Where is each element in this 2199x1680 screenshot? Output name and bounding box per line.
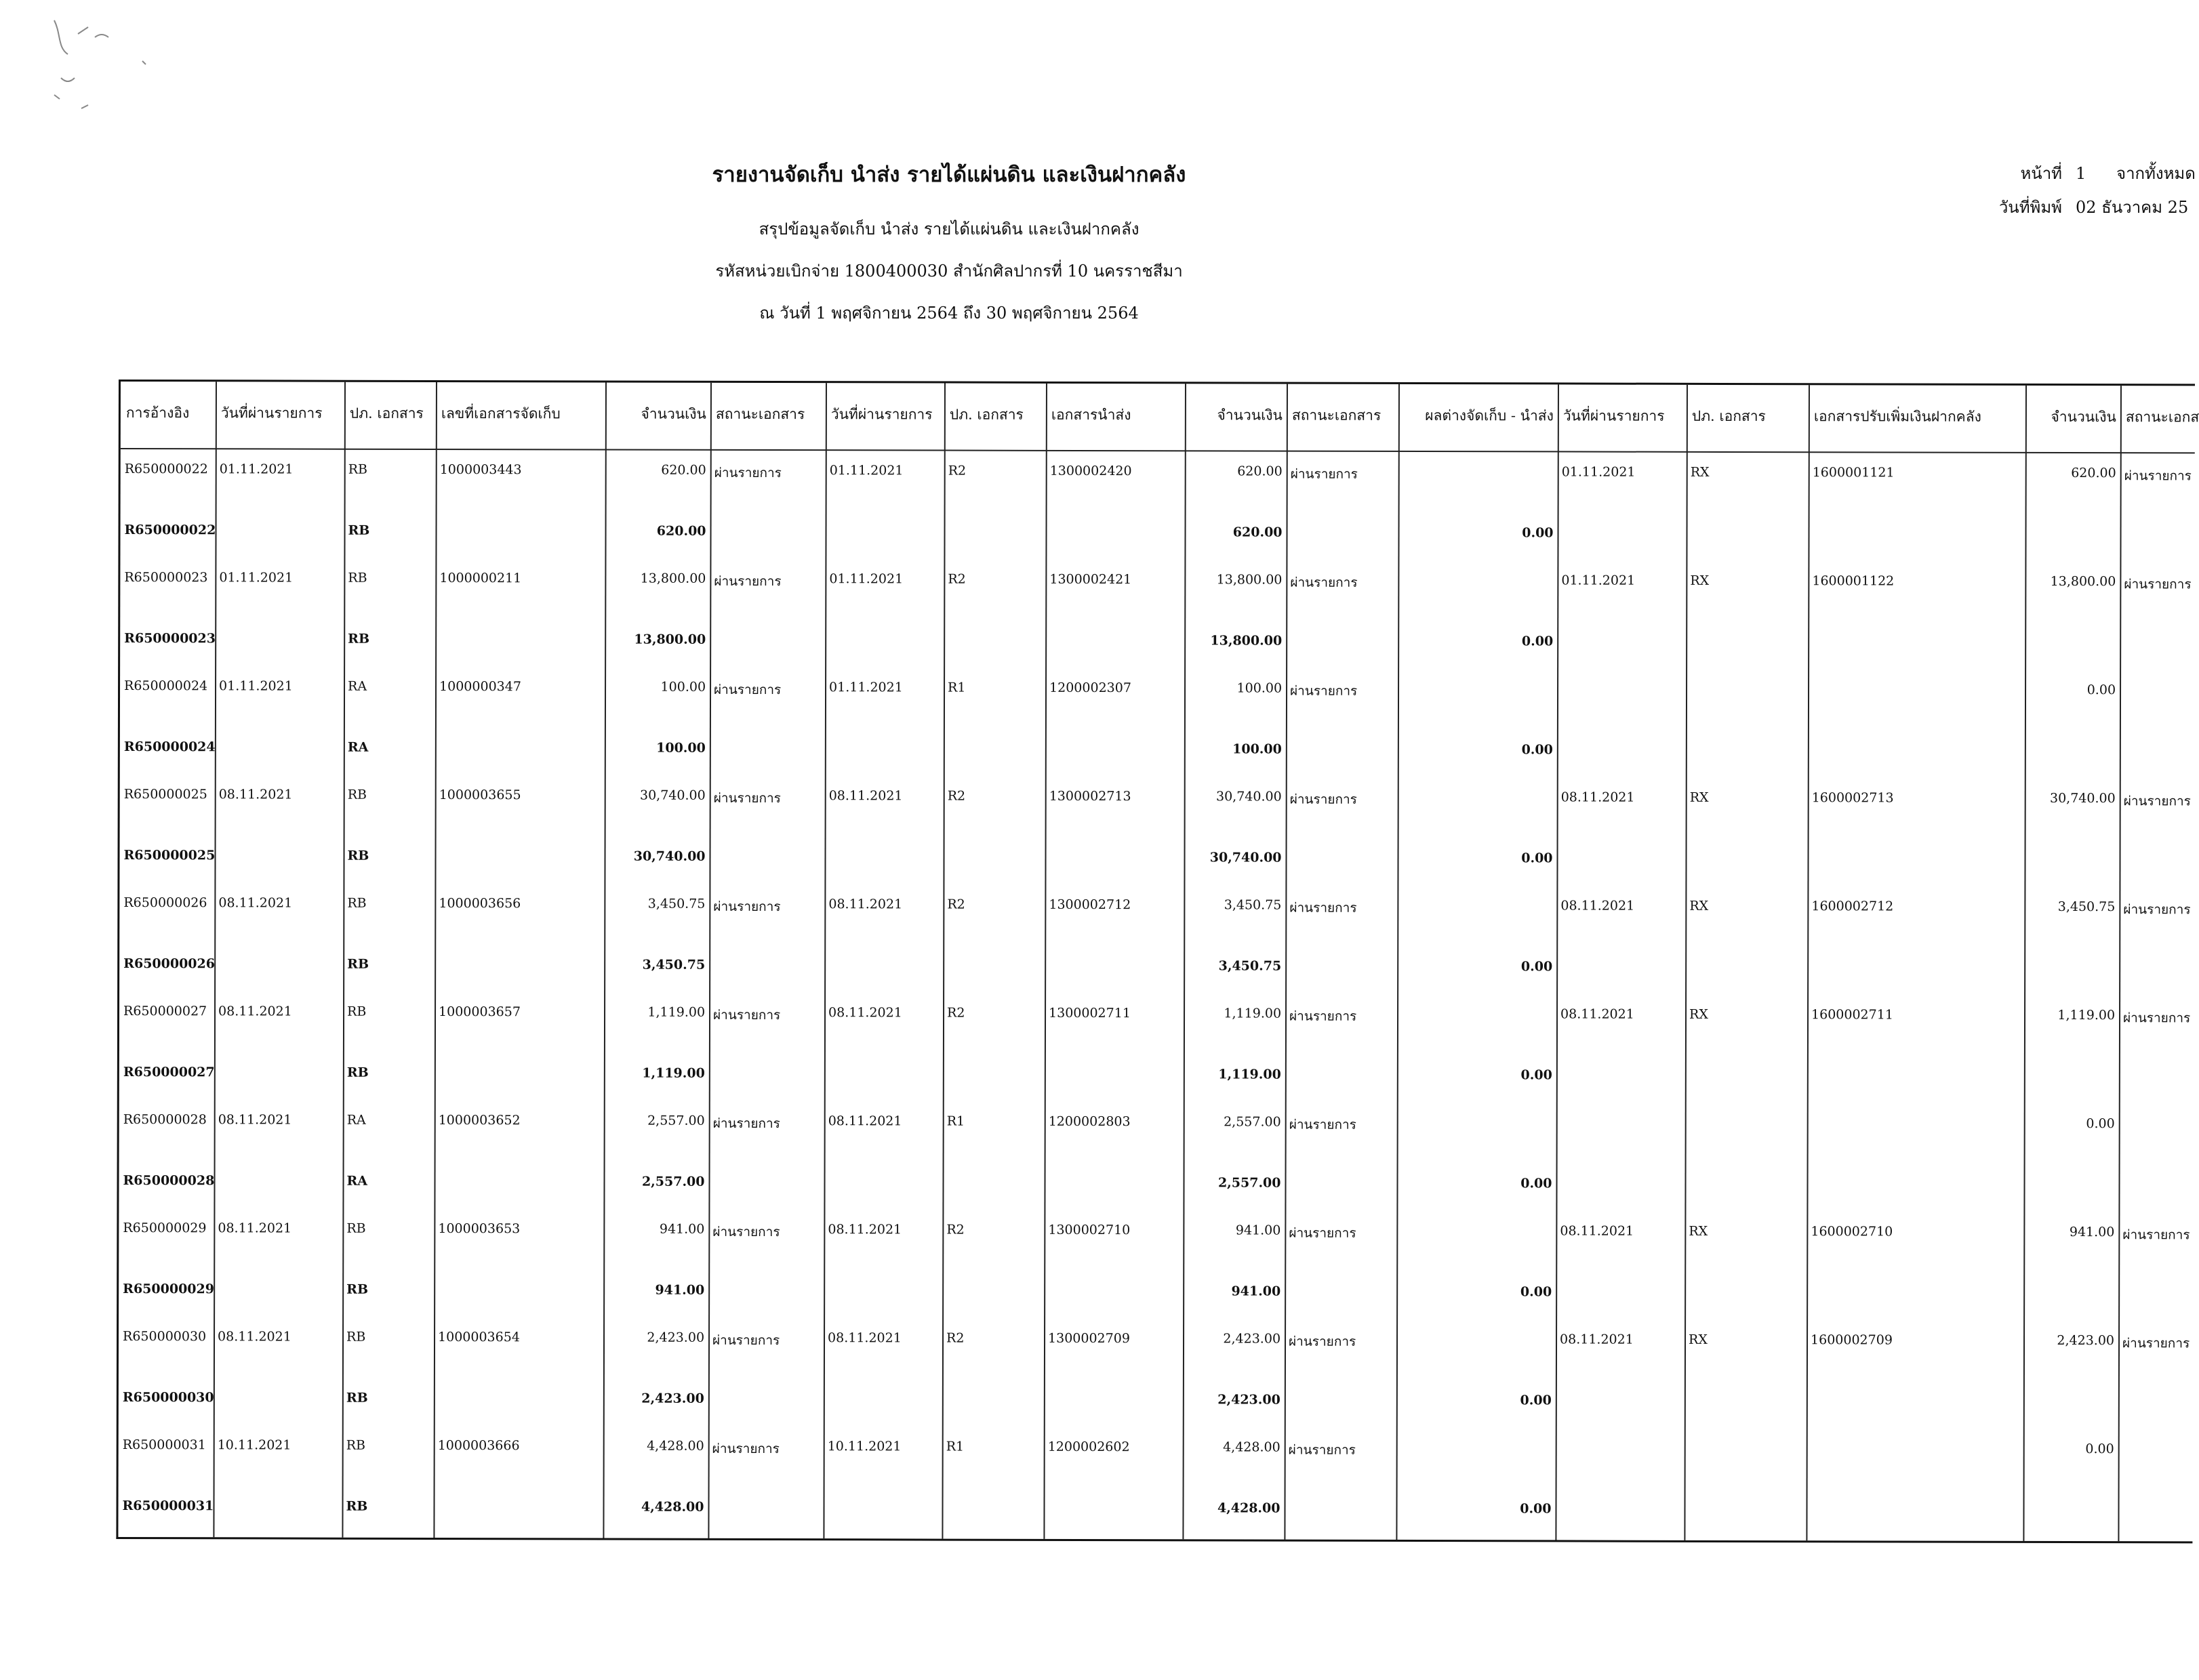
cell-date3: 08.11.2021 bbox=[1560, 790, 1635, 805]
cell-amt2: 4,428.00 bbox=[1217, 1500, 1280, 1516]
cell-amt2: 941.00 bbox=[1235, 1223, 1281, 1238]
cell-type1: RB bbox=[346, 1065, 369, 1080]
cell-type1: RA bbox=[346, 1173, 368, 1189]
cell-amt1: 941.00 bbox=[655, 1282, 705, 1298]
page-number: 1 bbox=[2076, 164, 2086, 183]
cell-status1: ผ่านรายการ bbox=[714, 682, 782, 698]
handwritten-mark bbox=[41, 14, 156, 115]
column-header: จำนวนเงิน bbox=[641, 405, 706, 422]
column-header: เลขที่เอกสารจัดเก็บ bbox=[441, 405, 561, 422]
column-header: ปภ. เอกสาร bbox=[1691, 407, 1766, 425]
cell-doc3: 1600002711 bbox=[1811, 1007, 1893, 1023]
cell-ref: R650000022 bbox=[124, 462, 208, 477]
cell-ref: R650000025 bbox=[123, 848, 216, 863]
cell-amt2: 941.00 bbox=[1231, 1284, 1281, 1299]
cell-type3: RX bbox=[1690, 573, 1710, 588]
cell-date3: 08.11.2021 bbox=[1560, 898, 1635, 914]
column-header: การอ้างอิง bbox=[125, 405, 190, 422]
cell-date2: 08.11.2021 bbox=[828, 1005, 902, 1021]
cell-doc2: 1300002421 bbox=[1049, 571, 1132, 588]
column-header: วันที่ผ่านรายการ bbox=[220, 405, 323, 422]
cell-type1: RB bbox=[347, 895, 367, 911]
cell-amt1: 620.00 bbox=[661, 462, 706, 478]
cell-status2: ผ่านรายการ bbox=[1290, 466, 1358, 482]
cell-doc2: 1300002711 bbox=[1049, 1005, 1131, 1021]
cell-ref: R650000024 bbox=[123, 739, 216, 755]
cell-doc1: 1000003654 bbox=[438, 1329, 520, 1345]
cell-amt1: 2,557.00 bbox=[647, 1113, 705, 1128]
cell-ref: R650000026 bbox=[123, 956, 215, 972]
cell-status2: ผ่านรายการ bbox=[1289, 900, 1357, 916]
cell-type1: RB bbox=[346, 1437, 366, 1453]
cell-type1: RA bbox=[348, 678, 367, 694]
cell-type1: RA bbox=[346, 1112, 366, 1128]
column-header: สถานะเอกส bbox=[2125, 409, 2199, 426]
cell-type1: RB bbox=[347, 787, 367, 802]
cell-amt1: 4,428.00 bbox=[647, 1438, 704, 1454]
column-divider bbox=[1043, 384, 1047, 1539]
cell-amt3: 30,740.00 bbox=[2049, 790, 2116, 806]
cell-diff: 0.00 bbox=[1521, 634, 1554, 649]
cell-amt2: 100.00 bbox=[1232, 741, 1282, 757]
cell-date2: 08.11.2021 bbox=[828, 1222, 902, 1237]
cell-type1: RB bbox=[347, 956, 369, 972]
cell-amt3: 1,119.00 bbox=[2057, 1007, 2116, 1023]
report-subtitle: สรุปข้อมูลจัดเก็บ นำส่ง รายได้แผ่นดิน และเงินฝากคลัง bbox=[759, 220, 1139, 239]
cell-amt2: 4,428.00 bbox=[1223, 1439, 1280, 1455]
cell-ref: R650000028 bbox=[123, 1112, 207, 1128]
cell-doc2: 1300002713 bbox=[1049, 788, 1131, 804]
table-header bbox=[121, 382, 2199, 453]
cell-date1: 08.11.2021 bbox=[218, 1329, 291, 1345]
cell-status1: ผ่านรายการ bbox=[714, 573, 782, 590]
page-label: หน้าที่ bbox=[2020, 164, 2062, 183]
cell-date1: 01.11.2021 bbox=[219, 678, 293, 694]
cell-type1: RB bbox=[348, 462, 368, 477]
cell-date2: 08.11.2021 bbox=[828, 897, 903, 912]
column-divider bbox=[942, 384, 946, 1539]
cell-type2: R1 bbox=[946, 1439, 965, 1454]
cell-status3: ผ่านรายการ bbox=[2123, 1010, 2191, 1026]
cell-amt2: 30,740.00 bbox=[1215, 789, 1282, 804]
cell-status2: ผ่านรายการ bbox=[1289, 1117, 1356, 1132]
column-divider bbox=[342, 382, 346, 1538]
cell-status1: ผ่านรายการ bbox=[713, 790, 781, 806]
cell-doc1: 1000003657 bbox=[439, 1004, 521, 1020]
column-divider bbox=[433, 382, 437, 1538]
cell-status3: ผ่านรายการ bbox=[2123, 902, 2191, 918]
cell-diff: 0.00 bbox=[1521, 851, 1553, 866]
cell-status1: ผ่านรายการ bbox=[712, 1115, 780, 1132]
cell-ref: R650000031 bbox=[122, 1437, 206, 1453]
cell-type2: R2 bbox=[948, 463, 967, 478]
cell-diff: 0.00 bbox=[1520, 1067, 1552, 1083]
cell-type2: R1 bbox=[948, 680, 966, 695]
cell-doc2: 1300002712 bbox=[1049, 897, 1131, 913]
cell-status1: ผ่านรายการ bbox=[714, 465, 782, 481]
cell-status1: ผ่านรายการ bbox=[712, 1224, 780, 1240]
cell-status3: ผ่านรายการ bbox=[2122, 1227, 2190, 1243]
cell-doc3: 1600002713 bbox=[1811, 790, 1894, 806]
cell-doc1: 1000003666 bbox=[437, 1437, 520, 1454]
cell-amt1: 13,800.00 bbox=[640, 571, 706, 586]
cell-type1: RB bbox=[348, 631, 370, 647]
cell-amt2: 3,450.75 bbox=[1218, 958, 1282, 974]
cell-date3: 01.11.2021 bbox=[1561, 464, 1636, 480]
cell-status1: ผ่านรายการ bbox=[713, 1007, 781, 1023]
cell-date1: 01.11.2021 bbox=[219, 462, 294, 477]
cell-type3: RX bbox=[1689, 1223, 1708, 1239]
cell-amt1: 100.00 bbox=[660, 679, 706, 695]
cell-doc2: 1200002307 bbox=[1049, 680, 1131, 696]
cell-doc3: 1600002710 bbox=[1811, 1224, 1893, 1239]
cell-type1: RB bbox=[346, 1282, 369, 1297]
column-divider bbox=[1684, 385, 1688, 1540]
column-divider bbox=[1806, 385, 1810, 1540]
cell-type1: RB bbox=[346, 1498, 368, 1514]
cell-amt1: 13,800.00 bbox=[634, 632, 706, 647]
cell-ref: R650000029 bbox=[123, 1221, 207, 1236]
print-date: 02 ธันวาคม 25 bbox=[2076, 198, 2189, 217]
cell-type1: RB bbox=[346, 1221, 366, 1236]
cell-status2: ผ่านรายการ bbox=[1289, 1008, 1357, 1024]
column-header: สถานะเอกสาร bbox=[1291, 407, 1381, 424]
cell-type1: RB bbox=[346, 1390, 368, 1406]
cell-status2: ผ่านรายการ bbox=[1290, 575, 1358, 590]
column-header: เอกสารปรับเพิ่มเงินฝากคลัง bbox=[1813, 408, 1981, 425]
cell-ref: R650000023 bbox=[124, 570, 208, 586]
cell-date2: 10.11.2021 bbox=[827, 1439, 902, 1454]
cell-doc1: 1000003655 bbox=[439, 787, 521, 803]
cell-doc1: 1000000211 bbox=[439, 570, 522, 586]
cell-date2: 08.11.2021 bbox=[828, 1113, 902, 1129]
cell-type1: RB bbox=[348, 570, 367, 586]
cell-date1: 08.11.2021 bbox=[218, 1221, 292, 1236]
cell-date1: 08.11.2021 bbox=[218, 1004, 292, 1019]
cell-diff: 0.00 bbox=[1520, 1176, 1552, 1191]
cell-amt1: 941.00 bbox=[659, 1221, 705, 1237]
cell-amt1: 1,119.00 bbox=[647, 1004, 706, 1020]
cell-date3: 08.11.2021 bbox=[1560, 1332, 1634, 1347]
cell-diff: 0.00 bbox=[1522, 525, 1554, 541]
cell-type3: RX bbox=[1689, 1006, 1708, 1022]
cell-ref: R650000030 bbox=[122, 1390, 214, 1406]
cell-status2: ผ่านรายการ bbox=[1288, 1442, 1356, 1458]
cell-amt2: 100.00 bbox=[1236, 680, 1283, 696]
column-header: จำนวนเงิน bbox=[2051, 408, 2116, 426]
column-header: วันที่ผ่านรายการ bbox=[1562, 407, 1665, 424]
cell-amt2: 13,800.00 bbox=[1210, 633, 1283, 649]
cell-date2: 01.11.2021 bbox=[829, 463, 904, 478]
cell-diff: 0.00 bbox=[1520, 1284, 1552, 1300]
cell-doc3: 1600002712 bbox=[1811, 899, 1894, 914]
cell-type1: RB bbox=[346, 1329, 366, 1345]
cell-status3: ผ่านรายการ bbox=[2122, 1336, 2190, 1351]
column-divider bbox=[1555, 384, 1559, 1540]
cell-ref: R650000024 bbox=[124, 678, 208, 694]
cell-doc2: 1300002420 bbox=[1049, 463, 1132, 479]
cell-amt3: 0.00 bbox=[2086, 682, 2116, 698]
cell-doc1: 1000003653 bbox=[438, 1221, 521, 1237]
cell-amt2: 13,800.00 bbox=[1216, 572, 1283, 588]
cell-status2: ผ่านรายการ bbox=[1289, 1225, 1356, 1241]
print-date-label: วันที่พิมพ์ bbox=[1998, 198, 2062, 217]
cell-ref: R650000022 bbox=[124, 523, 216, 538]
cell-ref: R650000027 bbox=[123, 1004, 207, 1019]
cell-amt2: 1,119.00 bbox=[1218, 1067, 1281, 1082]
cell-date3: 01.11.2021 bbox=[1561, 573, 1636, 588]
cell-doc2: 1300002709 bbox=[1048, 1330, 1130, 1347]
cell-diff: 0.00 bbox=[1521, 742, 1553, 758]
cell-type1: RB bbox=[347, 1004, 367, 1019]
cell-amt1: 3,450.75 bbox=[642, 957, 706, 972]
cell-amt2: 2,423.00 bbox=[1223, 1331, 1281, 1347]
cell-amt2: 2,557.00 bbox=[1217, 1175, 1281, 1191]
cell-type2: R2 bbox=[946, 1222, 965, 1237]
cell-type3: RX bbox=[1689, 790, 1709, 805]
cell-amt1: 2,557.00 bbox=[641, 1174, 705, 1189]
column-header: สถานะเอกสาร bbox=[715, 405, 805, 423]
cell-doc1: 1000003443 bbox=[439, 462, 522, 478]
cell-amt1: 2,423.00 bbox=[647, 1330, 705, 1345]
column-header: ปภ. เอกสาร bbox=[949, 406, 1024, 423]
cell-amt1: 30,740.00 bbox=[639, 787, 706, 803]
cell-date2: 01.11.2021 bbox=[829, 680, 903, 695]
cell-status3: ผ่านรายการ bbox=[2123, 794, 2191, 809]
cell-amt3: 2,423.00 bbox=[2057, 1332, 2115, 1349]
cell-type2: R1 bbox=[946, 1113, 965, 1129]
column-divider bbox=[2118, 386, 2122, 1541]
cell-amt2: 2,423.00 bbox=[1217, 1392, 1280, 1408]
cell-type2: R2 bbox=[947, 1005, 965, 1021]
cell-amt1: 30,740.00 bbox=[633, 848, 706, 864]
column-header: เอกสารนำส่ง bbox=[1051, 406, 1131, 424]
cell-ref: R650000027 bbox=[123, 1065, 215, 1080]
cell-date1: 08.11.2021 bbox=[218, 1112, 292, 1128]
column-divider bbox=[1284, 384, 1288, 1540]
cell-amt1: 3,450.75 bbox=[647, 896, 706, 911]
cell-doc2: 1200002602 bbox=[1047, 1439, 1130, 1455]
cell-ref: R650000031 bbox=[122, 1498, 214, 1514]
cell-type3: RX bbox=[1689, 1332, 1708, 1347]
cell-date1: 08.11.2021 bbox=[218, 895, 293, 911]
cell-date3: 08.11.2021 bbox=[1560, 1006, 1634, 1022]
report-title: รายงานจัดเก็บ นำส่ง รายได้แผ่นดิน และเงินฝากคลัง bbox=[712, 163, 1186, 187]
cell-ref: R650000025 bbox=[123, 787, 207, 802]
column-header: ผลต่างจัดเก็บ - นำส่ง bbox=[1425, 407, 1554, 424]
cell-status2: ผ่านรายการ bbox=[1289, 1334, 1356, 1349]
cell-amt1: 1,119.00 bbox=[642, 1065, 705, 1081]
page-info bbox=[1988, 160, 2196, 228]
cell-date1: 10.11.2021 bbox=[217, 1437, 291, 1453]
cell-doc1: 1000000347 bbox=[439, 678, 521, 695]
cell-amt2: 30,740.00 bbox=[1209, 850, 1282, 865]
cell-doc3: 1600002709 bbox=[1811, 1332, 1893, 1348]
report-period: ณ วันที่ 1 พฤศจิกายน 2564 ถึง 30 พฤศจิกายน 2564 bbox=[759, 304, 1139, 323]
cell-diff: 0.00 bbox=[1520, 959, 1553, 975]
cell-type3: RX bbox=[1689, 898, 1709, 914]
cell-diff: 0.00 bbox=[1520, 1501, 1552, 1517]
column-header: วันที่ผ่านรายการ bbox=[830, 406, 933, 423]
cell-date2: 01.11.2021 bbox=[829, 571, 904, 587]
cell-amt2: 2,557.00 bbox=[1224, 1114, 1281, 1130]
cell-ref: R650000029 bbox=[123, 1282, 214, 1297]
cell-amt3: 3,450.75 bbox=[2057, 899, 2116, 915]
cell-doc3: 1600001121 bbox=[1812, 465, 1895, 480]
cell-date2: 08.11.2021 bbox=[828, 1330, 902, 1346]
column-divider bbox=[708, 383, 712, 1538]
column-divider bbox=[2023, 386, 2027, 1541]
column-header: ปภ. เอกสาร bbox=[349, 405, 424, 422]
cell-status2: ผ่านรายการ bbox=[1290, 683, 1358, 699]
cell-amt2: 620.00 bbox=[1237, 464, 1283, 479]
report-unit: รหัสหน่วยเบิกจ่าย 1800400030 สำนักศิลปากรที่ 10 นครราชสีมา bbox=[715, 262, 1183, 281]
cell-amt1: 2,423.00 bbox=[641, 1391, 704, 1406]
column-header: จำนวนเงิน bbox=[1217, 407, 1283, 424]
cell-status2: ผ่านรายการ bbox=[1289, 792, 1357, 807]
cell-amt1: 620.00 bbox=[656, 523, 706, 539]
cell-amt1: 100.00 bbox=[656, 740, 706, 756]
cell-status3: ผ่านรายการ bbox=[2124, 577, 2192, 592]
cell-doc3: 1600001122 bbox=[1812, 573, 1895, 589]
cell-date3: 08.11.2021 bbox=[1560, 1223, 1634, 1239]
cell-amt3: 0.00 bbox=[2086, 1116, 2115, 1132]
cell-type2: R2 bbox=[948, 571, 966, 587]
cell-type1: RB bbox=[348, 523, 370, 538]
cell-diff: 0.00 bbox=[1520, 1393, 1552, 1408]
cell-amt3: 13,800.00 bbox=[2050, 573, 2116, 590]
cell-amt3: 0.00 bbox=[2085, 1441, 2114, 1457]
cell-amt2: 620.00 bbox=[1232, 525, 1283, 540]
cell-date1: 01.11.2021 bbox=[219, 570, 294, 586]
cell-type2: R2 bbox=[947, 897, 965, 912]
cell-type2: R2 bbox=[946, 1330, 965, 1346]
cell-doc2: 1200002803 bbox=[1048, 1113, 1131, 1130]
cell-ref: R650000028 bbox=[123, 1173, 215, 1189]
cell-status3: ผ่านรายการ bbox=[2124, 468, 2192, 484]
cell-status1: ผ่านรายการ bbox=[712, 1441, 780, 1457]
cell-type1: RA bbox=[347, 739, 369, 755]
cell-type2: R2 bbox=[947, 788, 966, 804]
cell-amt2: 1,119.00 bbox=[1224, 1006, 1282, 1021]
of-label: จากทั้งหมด bbox=[2116, 164, 2196, 183]
cell-doc2: 1300002710 bbox=[1048, 1222, 1131, 1238]
cell-date1: 08.11.2021 bbox=[218, 787, 293, 802]
cell-date2: 08.11.2021 bbox=[828, 788, 903, 804]
cell-amt3: 620.00 bbox=[2071, 466, 2116, 481]
cell-doc1: 1000003656 bbox=[439, 895, 521, 911]
cell-ref: R650000030 bbox=[123, 1329, 207, 1345]
cell-type1: RB bbox=[347, 848, 369, 863]
column-divider bbox=[823, 383, 827, 1538]
cell-ref: R650000026 bbox=[123, 895, 207, 911]
cell-type3: RX bbox=[1690, 464, 1710, 480]
cell-amt2: 3,450.75 bbox=[1224, 897, 1282, 913]
report-table bbox=[116, 380, 2199, 1543]
cell-status1: ผ่านรายการ bbox=[712, 1332, 780, 1349]
cell-amt3: 941.00 bbox=[2069, 1225, 2115, 1240]
cell-amt1: 4,428.00 bbox=[641, 1499, 704, 1515]
cell-doc1: 1000003652 bbox=[438, 1112, 521, 1128]
cell-status1: ผ่านรายการ bbox=[713, 899, 781, 915]
cell-ref: R650000023 bbox=[124, 631, 216, 647]
